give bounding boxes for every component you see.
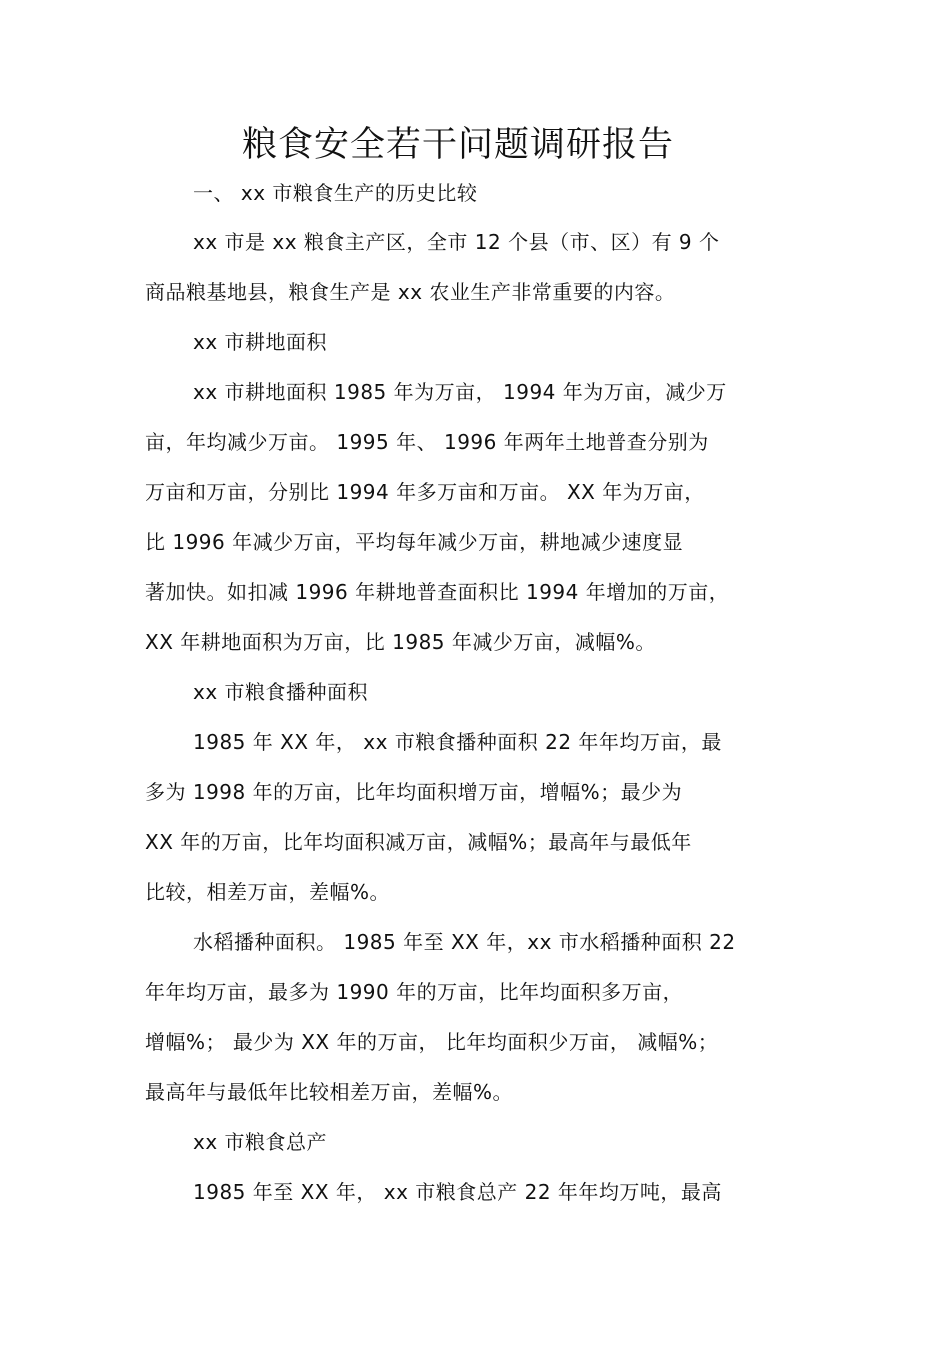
paragraph-line: 商品粮基地县，粮食生产是 xx 农业生产非常重要的内容。 (145, 280, 676, 304)
paragraph-line: 1985 年至 XX 年， xx 市粮食总产 22 年年均万吨，最高 (193, 1180, 722, 1204)
section-heading: 一、 xx 市粮食生产的历史比较 (193, 181, 478, 205)
paragraph-line: 万亩和万亩，分别比 1994 年多万亩和万亩。 XX 年为万亩， (145, 480, 705, 504)
paragraph-line: 亩，年均减少万亩。 1995 年、 1996 年两年土地普查分别为 (145, 430, 709, 454)
paragraph-line: 水稻播种面积。 1985 年至 XX 年，xx 市水稻播种面积 22 (193, 930, 736, 954)
paragraph-line: 比 1996 年减少万亩，平均每年减少万亩，耕地减少速度显 (145, 530, 684, 554)
paragraph-line: XX 年耕地面积为万亩，比 1985 年减少万亩，减幅%。 (145, 630, 656, 654)
paragraph-line: 增幅%； 最少为 XX 年的万亩， 比年均面积少万亩， 减幅%； (145, 1030, 719, 1054)
document-title: 粮食安全若干问题调研报告 (241, 125, 674, 165)
paragraph-line: 多为 1998 年的万亩，比年均面积增万亩，增幅%；最少为 (145, 780, 683, 804)
paragraph-line: 比较，相差万亩，差幅%。 (145, 880, 391, 904)
paragraph-line: xx 市耕地面积 1985 年为万亩， 1994 年为万亩，减少万 (193, 380, 727, 404)
paragraph-line: 著加快。如扣减 1996 年耕地普查面积比 1994 年增加的万亩， (145, 580, 730, 604)
paragraph-line: xx 市是 xx 粮食主产区，全市 12 个县（市、区）有 9 个 (193, 230, 720, 254)
paragraph-line: 最高年与最低年比较相差万亩，差幅%。 (145, 1080, 514, 1104)
paragraph-line: 年年均万亩，最多为 1990 年的万亩，比年均面积多万亩， (145, 980, 684, 1004)
paragraph-line: XX 年的万亩，比年均面积减万亩，减幅%；最高年与最低年 (145, 830, 692, 854)
subsection-heading: xx 市粮食总产 (193, 1130, 328, 1154)
subsection-heading: xx 市耕地面积 (193, 330, 328, 354)
paragraph-line: 1985 年 XX 年， xx 市粮食播种面积 22 年年均万亩，最 (193, 730, 722, 754)
subsection-heading: xx 市粮食播种面积 (193, 680, 369, 704)
